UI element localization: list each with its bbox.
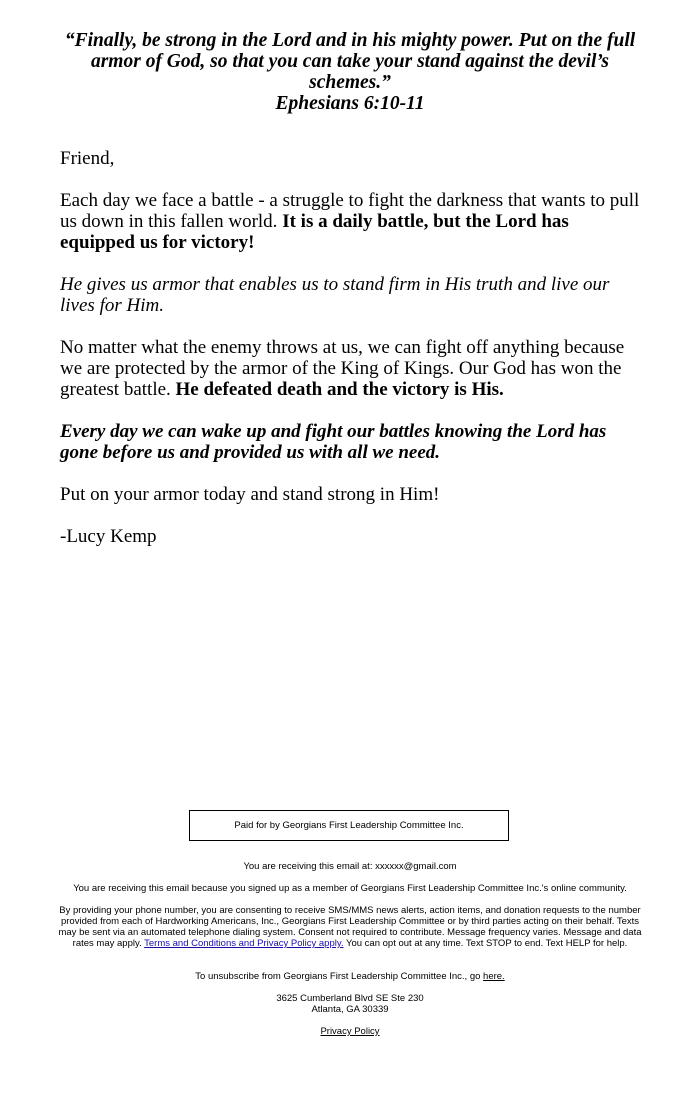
sms-text-1: By providing your phone number, you are consenting to receive SMS/MMS news alerts, action items, and donation requests to the number provided from each of Hardworking Americans, Inc., Georgians First Leadership Committee or by third parties acting on their behalf. Texts may be sent via an automated telephone dialing system. Consent not required to contribute. Message frequency varies. Message and data rates may apply.: [58, 905, 642, 949]
paragraph-3-bold: He defeated death and the victory is His.: [175, 379, 504, 400]
letter-paragraph-4: [60, 421, 645, 463]
letter-paragraph-1: [60, 190, 645, 253]
paragraph-1-bold: It is a daily battle, but the Lord has equipped us for victory!: [60, 211, 569, 253]
paragraph-2-italic: He gives us armor that enables us to stand firm in His truth and live our lives for Him.: [60, 274, 610, 316]
letter-greeting: Friend,: [60, 148, 115, 169]
paragraph-1-text: Each day we face a battle - a struggle to fight the darkness that wants to pull us down in this fallen world.: [60, 190, 640, 232]
address-line-2: Atlanta, GA 30339: [311, 1004, 389, 1015]
signup-notice: You are receiving this email because you signed up as a member of Georgians First Leadership Committee Inc.'s online community.: [73, 883, 627, 894]
paragraph-4-bold-italic: Every day we can wake up and fight our battles knowing the Lord has gone before us and provided us with all we need.: [60, 421, 607, 463]
sms-text-2: You can opt out at any time. Text STOP to end. Text HELP for help.: [343, 938, 628, 949]
verse-reference: Ephesians 6:10-11: [275, 93, 425, 114]
letter-paragraph-5: Put on your armor today and stand strong in Him!: [60, 484, 440, 505]
paid-for-text: Paid for by Georgians First Leadership Committee Inc.: [234, 820, 464, 831]
privacy-policy-row: [55, 1026, 645, 1037]
unsubscribe-link[interactable]: here.: [483, 971, 505, 982]
unsubscribe-notice: [55, 971, 645, 982]
mailing-address: [55, 993, 645, 1015]
terms-privacy-link[interactable]: Terms and Conditions and Privacy Policy apply.: [144, 938, 344, 949]
address-line-1: 3625 Cumberland Blvd SE Ste 230: [276, 993, 424, 1004]
paragraph-3-text: No matter what the enemy throws at us, we can fight off anything because we are protected by the armor of the King of Kings. Our God has won the greatest battle.: [60, 337, 625, 400]
letter-paragraph-2: [60, 274, 645, 316]
unsubscribe-prefix: To unsubscribe from Georgians First Leadership Committee Inc., go: [195, 971, 484, 982]
letter-paragraph-3: [60, 337, 645, 400]
header-verse: [60, 30, 640, 114]
receiving-email-notice: [55, 861, 645, 872]
receiving-prefix: You are receiving this email at:: [243, 861, 376, 872]
letter-body: [60, 148, 645, 568]
privacy-policy-link[interactable]: Privacy Policy: [320, 1026, 380, 1037]
sms-consent-notice: [55, 905, 645, 949]
recipient-email: xxxxxx@gmail.com: [375, 861, 457, 872]
letter-signature: -Lucy Kemp: [60, 526, 157, 547]
paid-for-disclaimer: [189, 810, 509, 841]
verse-quote: “Finally, be strong in the Lord and in his mighty power. Put on the full armor of God, so that you can take your stand against the devil’s schemes.”: [64, 30, 636, 93]
